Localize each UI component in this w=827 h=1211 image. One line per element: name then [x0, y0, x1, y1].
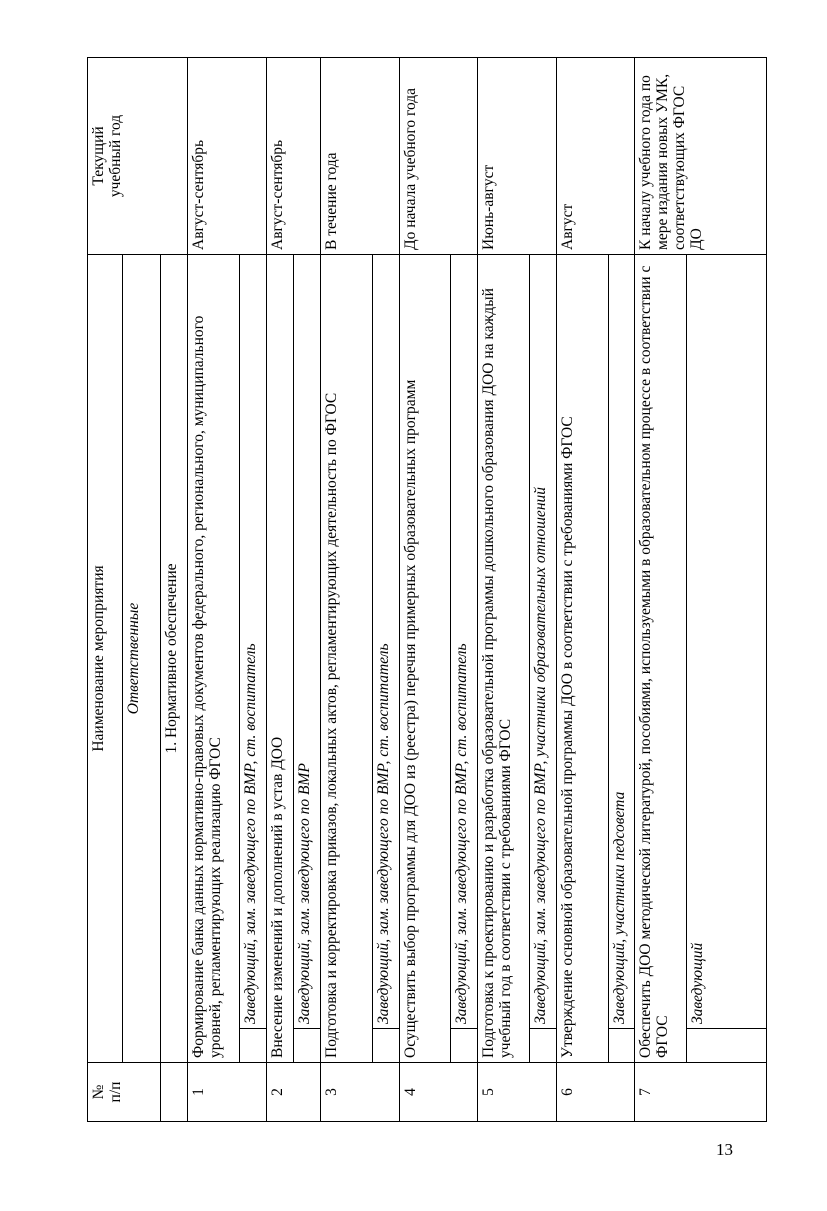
- header-term: Текущий учебный год: [88, 57, 188, 254]
- header-responsible: Ответственные: [123, 254, 161, 1062]
- rotated-page-content: [87, 58, 767, 1122]
- row-responsible: Заведующий, зам. заведующего по ВМР, ст. воспитатель: [240, 254, 267, 1028]
- row-term: Август-сентябрь: [267, 57, 321, 254]
- header-number: № п/п: [88, 1063, 161, 1122]
- row-term: К началу учебного года по мере издания новых УМК, соответствующих ФГОС ДО: [635, 57, 767, 254]
- table-row: [399, 57, 451, 1121]
- section-title: 1. Нормативное обеспечение: [161, 254, 188, 1062]
- row-responsible: Заведующий, зам. заведующего по ВМР, участники образовательных отношений: [529, 254, 556, 1028]
- row-term: В течение года: [320, 57, 399, 254]
- table-header-row: [88, 57, 123, 1121]
- row-responsible: Заведующий: [687, 254, 767, 1028]
- row-responsible: Заведующий, зам. заведующего по ВМР, ст. воспитатель: [451, 254, 478, 1028]
- row-activity: Обеспечить ДОО методической литературой, пособиями, используемыми в образовательном процессе в соответствии с ФГОС: [635, 254, 687, 1062]
- row-activity: Подготовка и корректировка приказов, локальных актов, регламентирующих деятельность по ФГОС: [320, 254, 372, 1062]
- row-activity: Внесение изменений и дополнений в устав ДОО: [267, 254, 294, 1062]
- activity-plan-table: [87, 57, 767, 1122]
- indent-cell: [293, 1029, 320, 1063]
- table-row: [478, 57, 530, 1121]
- indent-cell: [451, 1029, 478, 1063]
- row-responsible: Заведующий, зам. заведующего по ВМР: [293, 254, 320, 1028]
- table-row: [267, 57, 294, 1121]
- indent-cell: [529, 1029, 556, 1063]
- row-term: Август: [556, 57, 635, 254]
- table-row: [188, 57, 240, 1121]
- row-term: Июнь-август: [478, 57, 557, 254]
- row-number: 5: [478, 1063, 557, 1122]
- indent-cell: [608, 1029, 635, 1063]
- table-row: [320, 57, 372, 1121]
- row-responsible: Заведующий, зам. заведующего по ВМР, ст. воспитатель: [372, 254, 399, 1028]
- row-activity: Утверждение основной образовательной программы ДОО в соответствии с требованиями ФГОС: [556, 254, 608, 1062]
- indent-cell: [372, 1029, 399, 1063]
- row-activity: Осуществить выбор программы для ДОО из (реестра) перечня примерных образовательных программ: [399, 254, 451, 1062]
- row-number: 7: [635, 1063, 767, 1122]
- indent-cell: [240, 1029, 267, 1063]
- table-row: [635, 57, 687, 1121]
- row-number: 4: [399, 1063, 478, 1122]
- indent-cell: [687, 1029, 767, 1063]
- page-number: 13: [716, 1140, 733, 1159]
- section-num-cell: [161, 1063, 188, 1122]
- row-number: 3: [320, 1063, 399, 1122]
- row-term: Август-сентябрь: [188, 57, 267, 254]
- header-activity-name: Наименование мероприятия: [88, 254, 123, 1062]
- row-number: 6: [556, 1063, 635, 1122]
- row-responsible: Заведующий, участники педсовета: [608, 254, 635, 1028]
- row-number: 2: [267, 1063, 321, 1122]
- table-row: [556, 57, 608, 1121]
- row-term: До начала учебного года: [399, 57, 478, 254]
- row-activity: Формирование банка данных нормативно-правовых документов федерального, регионального, муниципального уровней, регламентирующих реализацию ФГОС: [188, 254, 240, 1062]
- row-number: 1: [188, 1063, 267, 1122]
- row-activity: Подготовка к проектированию и разработка образовательной программы дошкольного образования ДОО на каждый учебный год в соответствии с требованиями ФГОС: [478, 254, 530, 1062]
